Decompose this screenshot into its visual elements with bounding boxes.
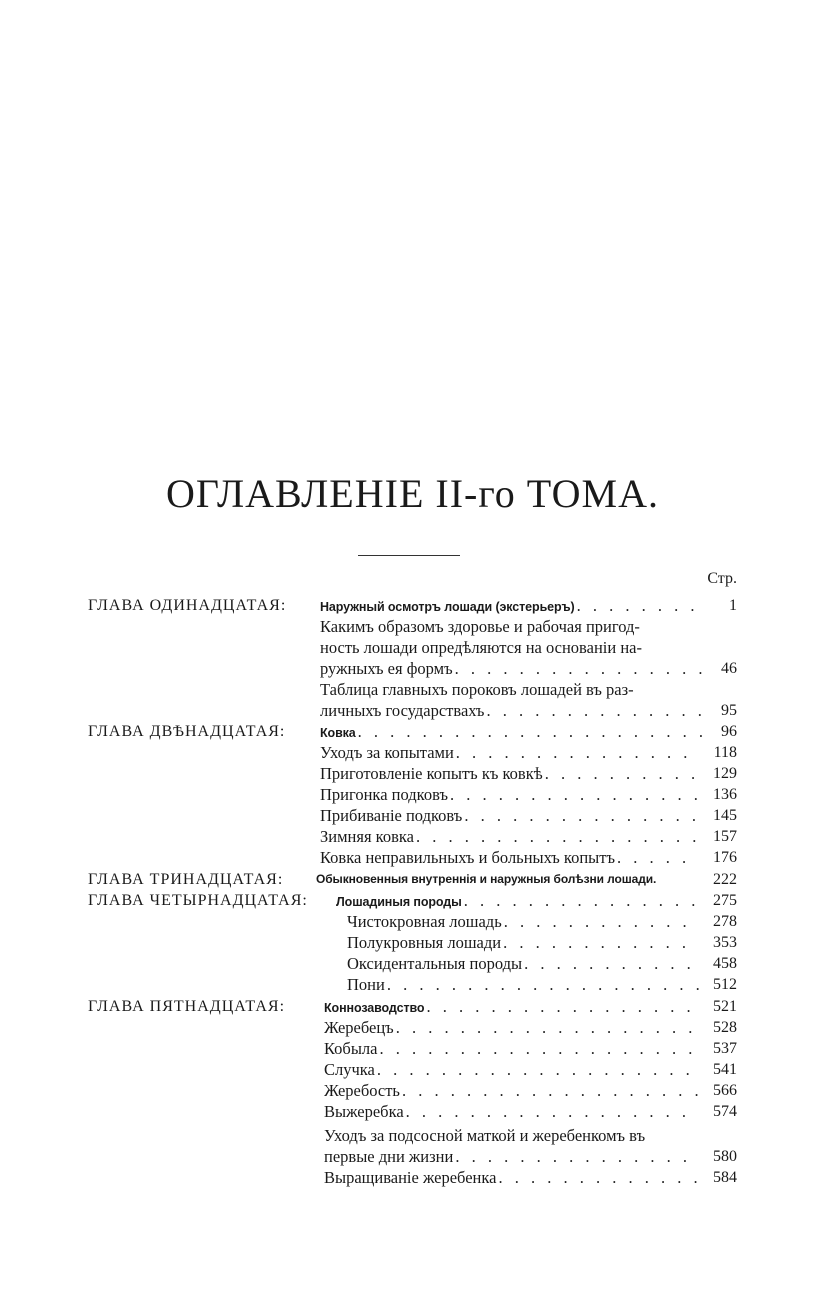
toc-row xyxy=(0,595,825,616)
toc-entry xyxy=(324,1101,699,1122)
leader-dots xyxy=(575,595,707,616)
entry-title: Пригонка подковъ xyxy=(320,785,448,804)
leader-dots xyxy=(394,1017,699,1038)
entry-page: 96 xyxy=(721,723,737,740)
entry-page: 129 xyxy=(713,765,737,782)
toc-row xyxy=(0,890,825,911)
entry-page: 512 xyxy=(713,976,737,993)
toc-row xyxy=(0,805,825,826)
toc-row xyxy=(0,1059,825,1080)
toc-row xyxy=(0,1080,825,1101)
chapter-label: ГЛАВА ЧЕТЫРНАДЦАТАЯ: xyxy=(88,892,308,909)
toc-entry xyxy=(320,763,699,784)
entry-page: 278 xyxy=(713,913,737,930)
leader-dots xyxy=(502,911,699,932)
toc-row xyxy=(0,616,825,637)
leader-dots xyxy=(448,784,699,805)
entry-title: первые дни жизни xyxy=(324,1147,454,1166)
toc-entry xyxy=(320,721,707,744)
leader-dots xyxy=(385,974,699,995)
chapter-label: ГЛАВА ОДИНАДЦАТАЯ: xyxy=(88,597,287,614)
entry-page: 541 xyxy=(713,1061,737,1078)
toc-entry xyxy=(320,742,699,763)
toc-row xyxy=(0,784,825,805)
leader-dots xyxy=(496,1167,699,1188)
entry-title: Ковка xyxy=(320,726,356,740)
toc-entry xyxy=(320,847,699,868)
leader-dots xyxy=(543,763,699,784)
entry-page: 580 xyxy=(713,1148,737,1165)
toc-entry xyxy=(324,1038,699,1059)
toc-row xyxy=(0,1038,825,1059)
toc-row xyxy=(0,826,825,847)
entry-title: ность лошади опредѣляются на основаніи на- xyxy=(320,638,642,657)
chapter-label: ГЛАВА ТРИНАДЦАТАЯ: xyxy=(88,871,284,888)
entry-page: 566 xyxy=(713,1082,737,1099)
toc-entry xyxy=(320,679,737,700)
leader-dots xyxy=(462,805,699,826)
toc-row xyxy=(0,721,825,742)
leader-dots xyxy=(462,890,699,911)
toc-entry xyxy=(324,996,699,1019)
entry-title: Приготовленіе копытъ къ ковкѣ xyxy=(320,764,543,783)
entry-title: личныхъ государствахъ xyxy=(320,701,485,720)
toc-entry xyxy=(320,826,699,847)
entry-title: Коннозаводство xyxy=(324,1001,425,1015)
toc-entry xyxy=(347,911,699,932)
toc-row xyxy=(0,847,825,868)
entry-page: 458 xyxy=(713,955,737,972)
leader-dots xyxy=(404,1101,699,1122)
entry-page: 118 xyxy=(713,744,737,761)
toc-entry xyxy=(336,890,699,913)
toc-entry xyxy=(347,974,699,995)
toc-row xyxy=(0,658,825,679)
toc-row xyxy=(0,996,825,1017)
toc-entry xyxy=(320,595,707,618)
entry-page: 157 xyxy=(713,828,737,845)
entry-page: 528 xyxy=(713,1019,737,1036)
entry-page: 574 xyxy=(713,1103,737,1120)
toc-row xyxy=(0,953,825,974)
toc-entry xyxy=(324,1080,699,1101)
entry-page: 584 xyxy=(713,1169,737,1186)
entry-title: Лошадиныя породы xyxy=(336,895,462,909)
entry-page: 95 xyxy=(721,702,737,719)
toc-row xyxy=(0,1017,825,1038)
entry-page: 1 xyxy=(729,597,737,614)
entry-title: Зимняя ковка xyxy=(320,827,414,846)
entry-title: Жеребецъ xyxy=(324,1018,394,1037)
leader-dots xyxy=(375,1059,699,1080)
toc-row xyxy=(0,1167,825,1188)
leader-dots xyxy=(400,1080,699,1101)
toc-row xyxy=(0,974,825,995)
leader-dots xyxy=(377,1038,699,1059)
entry-page: 275 xyxy=(713,892,737,909)
toc-entry xyxy=(324,1146,699,1167)
leader-dots xyxy=(484,700,707,721)
entry-page: 145 xyxy=(713,807,737,824)
entry-title: Полукровныя лошади xyxy=(347,933,502,952)
toc-entry xyxy=(320,805,699,826)
entry-title: Оксидентальныя породы xyxy=(347,954,523,973)
entry-title: ружныхъ ея формъ xyxy=(320,659,453,678)
toc-row xyxy=(0,637,825,658)
leader-dots xyxy=(424,996,699,1017)
toc-entry xyxy=(320,700,707,721)
toc-entry xyxy=(347,953,699,974)
entry-title: Жеребость xyxy=(324,1081,400,1100)
entry-page: 136 xyxy=(713,786,737,803)
entry-page: 176 xyxy=(713,849,737,866)
entry-page: 521 xyxy=(713,998,737,1015)
toc-row xyxy=(0,1101,825,1122)
toc-entry xyxy=(324,1017,699,1038)
entry-page: 222 xyxy=(713,871,737,888)
toc-row xyxy=(0,700,825,721)
chapter-label: ГЛАВА ДВѢНАДЦАТАЯ: xyxy=(88,723,286,740)
toc-entry xyxy=(320,784,699,805)
toc-entry xyxy=(347,932,699,953)
toc-row xyxy=(0,679,825,700)
toc-row xyxy=(0,1146,825,1167)
toc-entry xyxy=(324,1167,699,1188)
toc-entry xyxy=(324,1125,737,1146)
entry-title: Обыкновенныя внутреннія и наружныя болѣзни лошади. xyxy=(316,872,657,886)
leader-dots xyxy=(356,721,707,742)
leader-dots xyxy=(615,847,699,868)
chapter-label: ГЛАВА ПЯТНАДЦАТАЯ: xyxy=(88,998,286,1015)
page-column-header: Стр. xyxy=(707,570,737,587)
toc-entry xyxy=(320,616,737,637)
leader-dots xyxy=(522,953,699,974)
leader-dots xyxy=(501,932,699,953)
title-divider xyxy=(358,555,460,556)
leader-dots xyxy=(414,826,699,847)
entry-title: Прибиваніе подковъ xyxy=(320,806,463,825)
entry-title: Выжеребка xyxy=(324,1102,404,1121)
entry-title: Кобыла xyxy=(324,1039,378,1058)
toc-row xyxy=(0,1125,825,1146)
entry-title: Чистокровная лошадь xyxy=(347,912,502,931)
entry-title: Пони xyxy=(347,975,385,994)
toc-row xyxy=(0,869,825,890)
entry-page: 353 xyxy=(713,934,737,951)
leader-dots xyxy=(453,1146,699,1167)
entry-page: 537 xyxy=(713,1040,737,1057)
entry-title: Наружный осмотръ лошади (экстерьеръ) xyxy=(320,600,575,614)
toc-row xyxy=(0,742,825,763)
toc-entry xyxy=(320,637,737,658)
page-title: ОГЛАВЛЕНІЕ II-го ТОМА. xyxy=(166,471,659,516)
toc-entry xyxy=(316,869,705,890)
leader-dots xyxy=(453,658,707,679)
entry-page: 46 xyxy=(721,660,737,677)
entry-title: Уходъ за копытами xyxy=(320,743,454,762)
entry-title: Выращиваніе жеребенка xyxy=(324,1168,497,1187)
leader-dots xyxy=(454,742,699,763)
toc-row xyxy=(0,763,825,784)
entry-title: Случка xyxy=(324,1060,375,1079)
entry-title: Уходъ за подсосной маткой и жеребенкомъ въ xyxy=(324,1126,646,1145)
toc-entry xyxy=(320,658,707,679)
toc-row xyxy=(0,932,825,953)
entry-title: Таблица главныхъ пороковъ лошадей въ раз- xyxy=(320,680,634,699)
entry-title: Ковка неправильныхъ и больныхъ копытъ xyxy=(320,848,615,867)
entry-title: Какимъ образомъ здоровье и рабочая пригод- xyxy=(320,617,640,636)
toc-entry xyxy=(324,1059,699,1080)
toc-row xyxy=(0,911,825,932)
